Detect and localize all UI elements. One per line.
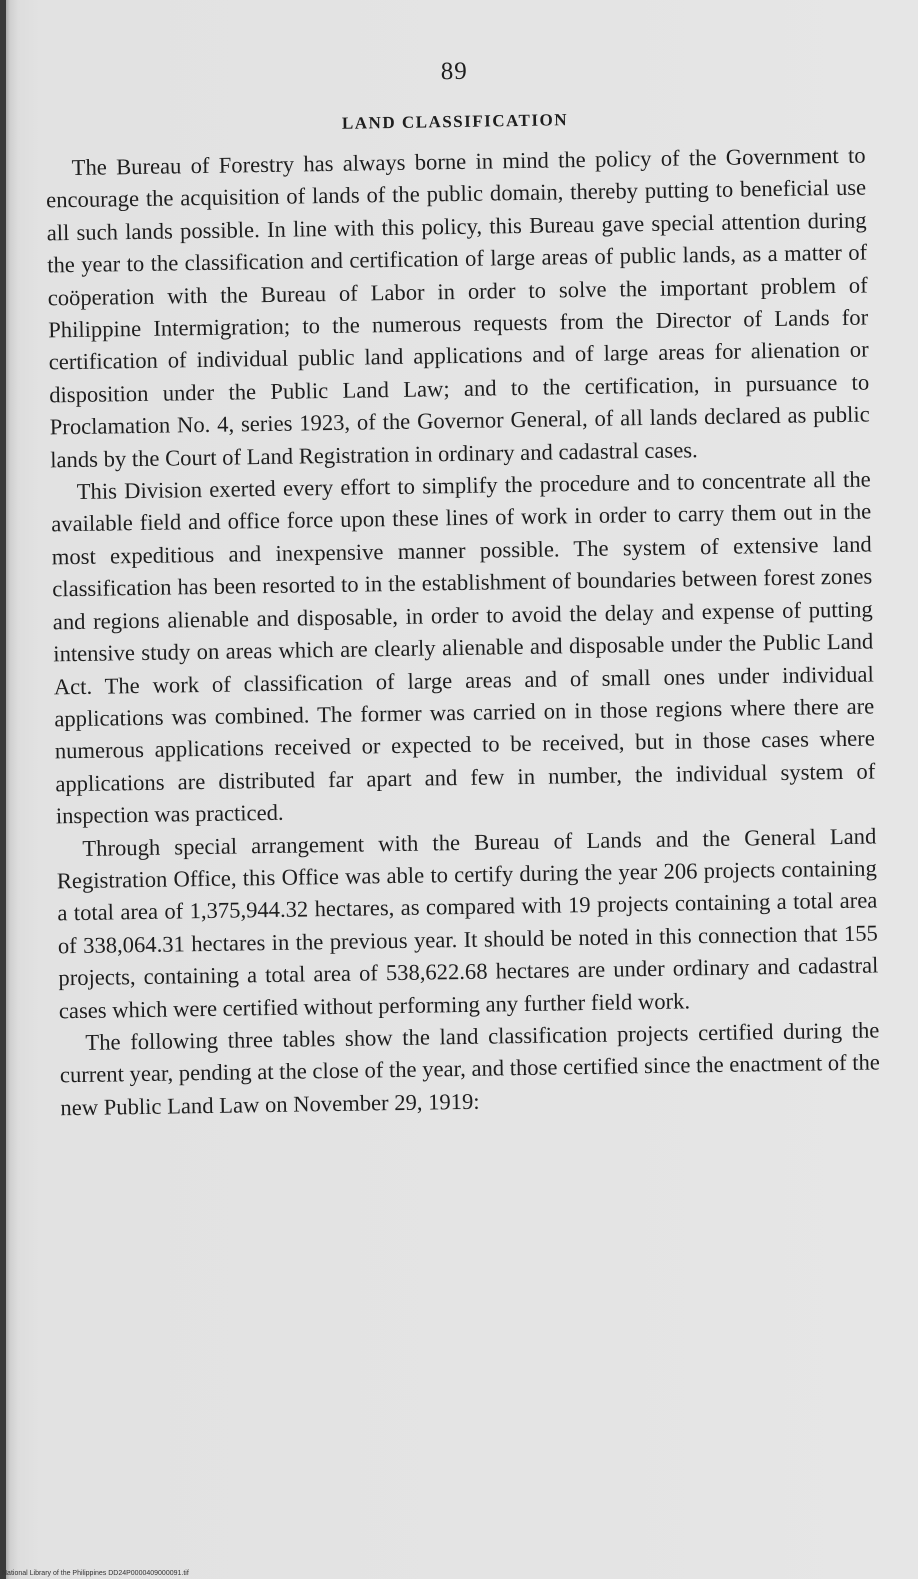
paragraph-policy: The Bureau of Forestry has always borne in mind the policy of the Government to encourage the acquisition of lands of the public domain, thereby putting to beneficial use all such lands possible. In line with this policy, this Bureau gave special attention during the year to the classification and certification of large areas of public lands, as a matter of coöperation with the Bureau of Labor in order to solve the important problem of Philippine Intermigration; to the numerous requests from the Director of Lands for certification of individual public land applications and of large areas for alienation or disposition under the Public Land Law; and to the certification, in pursuance to Proclamation No. 4, series 1923, of the Governor General, of all lands declared as public lands by the Court of Land Registration in ordinary and cadastral cases. [45, 142, 870, 473]
book-binding-edge [0, 0, 6, 1579]
paragraph-certified-projects: Through special arrangement with the Bureau of Lands and the General Land Registration Office, this Office was able to certify during the year 206 projects containing a total area of 1,375,944.32 hectares, as compared with 19 projects containing a total area of 338,064.31 hectares in the previous year. It should be noted in this connection that 155 projects, containing a total area of 538,622.68 hectares are under ordinary and cadastral cases which were certified without performing any further field work. [56, 822, 879, 1023]
section-title: LAND CLASSIFICATION [341, 110, 569, 133]
document-page [44, 52, 881, 1125]
paragraph-tables-intro: The following three tables show the land classification projects certified during the current year, pending at the close of the year, and those certified since the enactment of the new Public Land Law on November 29, 1919: [59, 1017, 881, 1121]
scan-credit: National Library of the Philippines DD24P0000409000091.tif [2, 1570, 189, 1577]
page-number: 89 [440, 57, 468, 86]
paragraph-division-effort: This Division exerted every effort to simplify the procedure and to concentrate all the available field and office force upon these lines of work in order to carry them out in the most expeditious and inexpensive manner possible. The system of extensive land classification has been resorted to in the establishment of boundaries between forest zones and regions alienable and disposable, in order to avoid the delay and expense of putting intensive study on areas which are clearly alienable and disposable under the Public Land Act. The work of classification of large areas and of small ones under individual applications was combined. The former was carried on in those regions where there are numerous applications received or expected to be received, but in those cases where applications are distributed far apart and few in number, the individual system of inspection was practiced. [51, 466, 876, 829]
